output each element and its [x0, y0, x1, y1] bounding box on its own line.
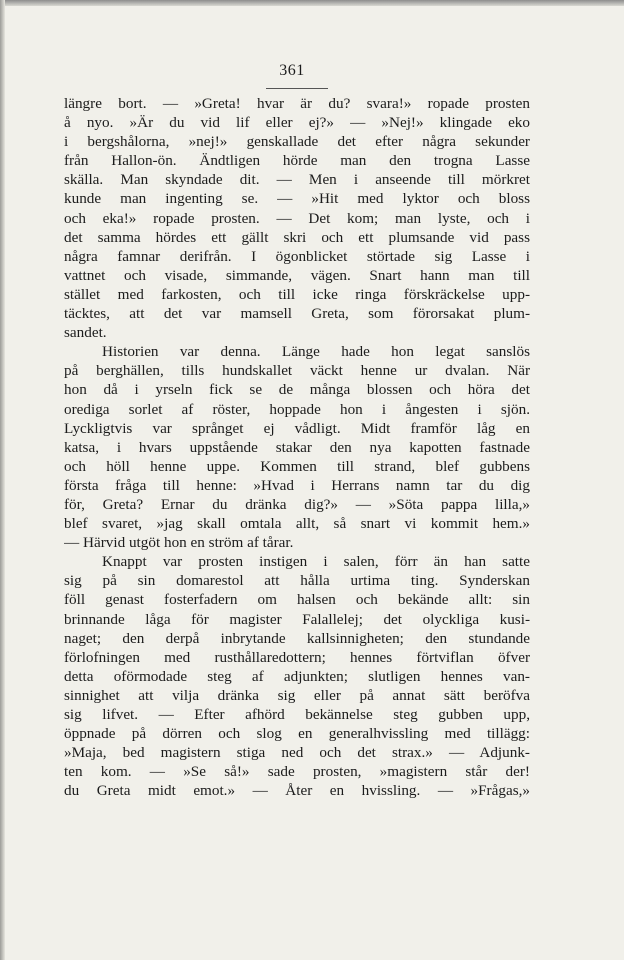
text-line: å nyo. »Är du vid lif eller ej?» — »Nej!» klingade eko	[64, 114, 530, 132]
text-line: det samma hördes ett gällt skri och ett plumsande vid pass	[64, 228, 530, 246]
text-line: du Greta midt emot.» — Åter en hvissling. — »Frågas,»	[64, 782, 530, 800]
scan-edge	[0, 0, 624, 6]
text-line: — Härvid utgöt hon en ström af tårar.	[64, 534, 294, 552]
text-line: ten kom. — »Se så!» sade prosten, »magistern står der!	[64, 763, 530, 781]
text-line: naget; den derpå inbrytande kallsinnigheten; den stundande	[64, 629, 530, 647]
page-number: 361	[279, 62, 305, 79]
page-number-rule	[266, 88, 328, 89]
text-line: stället med farkosten, och till icke ringa förskräckelse upp-	[64, 285, 530, 303]
text-line: sig lifvet. — Efter afhörd bekännelse steg gubben upp,	[64, 706, 530, 723]
text-line: några famnar derifrån. I ögonblicket störtade sig Lasse i	[64, 247, 530, 265]
text-line: sandet.	[64, 324, 107, 342]
text-line: öppnade på dörren och slog en generalhvissling med tillägg:	[64, 725, 530, 743]
text-line: och eka!» ropade prosten. — Det kom; man lyste, och i	[64, 209, 530, 227]
text-line: sig på sin domarestol att hålla urtima ting. Synderskan	[64, 572, 530, 590]
text-line: första fråga till henne: »Hvad i Herrans namn tar du dig	[64, 476, 530, 494]
text-line: längre bort. — »Greta! hvar är du? svara!» ropade prosten	[64, 95, 530, 112]
text-line: »Maja, bed magistern stiga ned och det strax.» — Adjunk-	[64, 744, 530, 762]
text-line: orediga sorlet af röster, hoppade hon i ångesten i sjön.	[64, 400, 530, 418]
text-line: Lyckligtvis var språnget ej vådligt. Midt framför låg en	[64, 419, 530, 437]
text-line: brinnande låga för magister Falallelej; det olyckliga kusi-	[64, 610, 530, 628]
text-line: i bergshålorna, »nej!» genskallade det efter några sekunder	[64, 133, 530, 151]
text-line: vattnet och visade, simmande, vägen. Snart hann man till	[64, 266, 530, 284]
text-line: föll genast fosterfadern om halsen och bekände allt: sin	[64, 591, 530, 609]
text-line: blef svaret, »jag skall omtala allt, så snart vi kommit hem.»	[64, 515, 530, 533]
body-text	[64, 94, 530, 800]
text-line: skälla. Man skyndade dit. — Men i anseende till mörkret	[64, 171, 530, 189]
text-line: hon då i yrseln fick se de många blossen och höra det	[64, 381, 530, 399]
text-line: katsa, i hvars uppstående stakar den nya kapotten fastnade	[64, 438, 530, 456]
text-line: förlofningen med rusthållaredottern; hennes förtviflan öfver	[64, 648, 530, 666]
text-line: täcktes, att det var mamsell Greta, som förorsakat plum-	[64, 305, 530, 323]
text-line: på berghällen, tills hundskallet väckt henne ur dvalan. När	[64, 362, 530, 380]
text-line: Historien var denna. Länge hade hon legat sanslös	[102, 343, 530, 361]
text-line: sinnighet att vilja dränka sig eller på annat sätt beröfva	[64, 686, 530, 704]
text-line: för, Greta? Ernar du dränka dig?» — »Söta pappa lilla,»	[64, 495, 530, 513]
text-line: och höll henne uppe. Kommen till strand, blef gubbens	[64, 457, 530, 475]
text-line: detta oförmodade steg af adjunkten; slutligen hennes van-	[64, 667, 530, 685]
text-line: kunde man ingenting se. — »Hit med lyktor och bloss	[64, 190, 530, 208]
text-line: från Hallon-ön. Ändtligen hörde man den trogna Lasse	[64, 152, 530, 170]
scan-edge-left	[0, 0, 5, 960]
text-line: Knappt var prosten instigen i salen, förr än han satte	[102, 553, 530, 571]
